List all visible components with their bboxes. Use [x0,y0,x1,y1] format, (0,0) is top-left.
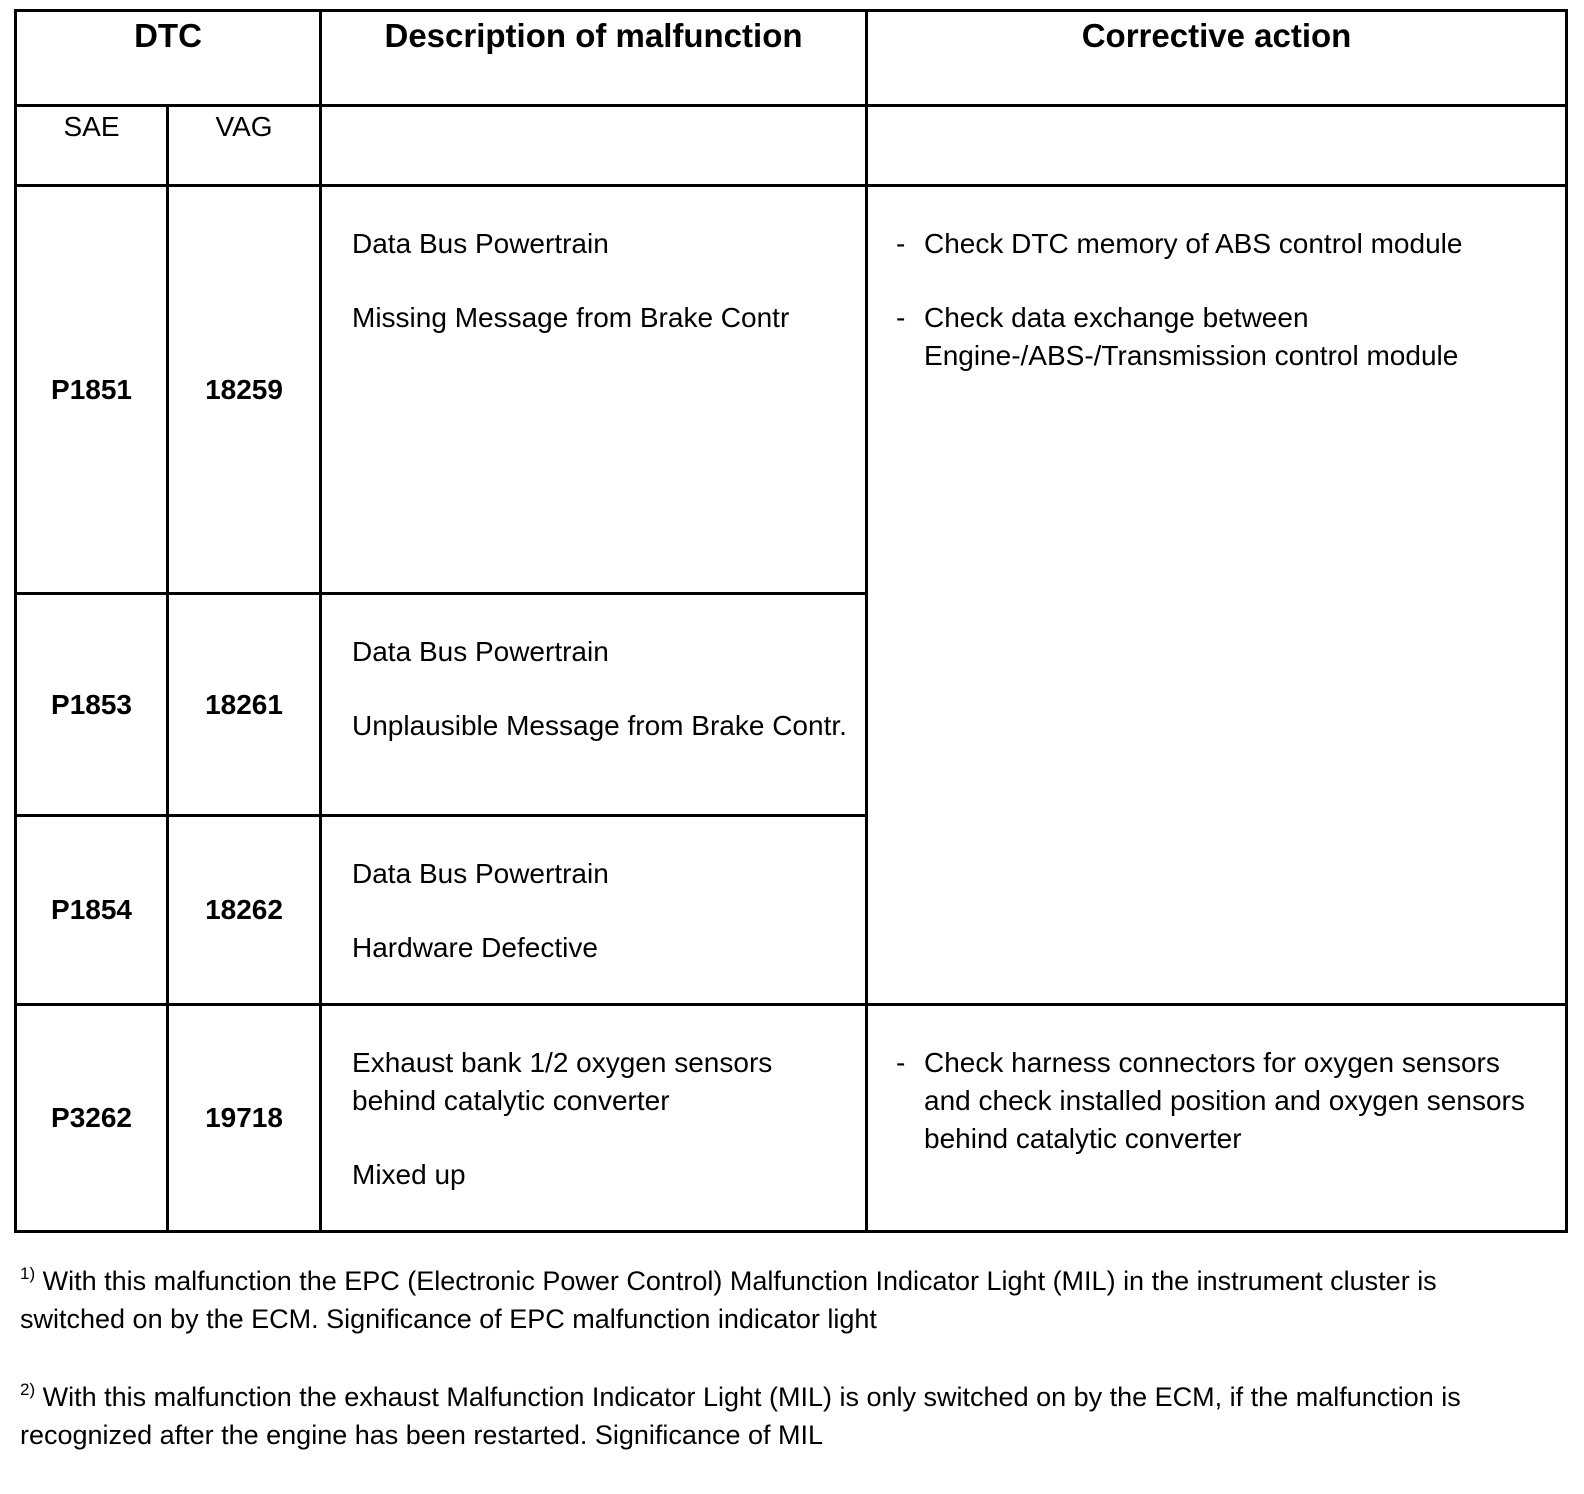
action-item [896,299,1545,375]
description-line: Missing Message from Brake Contr [352,302,790,333]
description-line: Hardware Defective [352,932,598,963]
table-row [16,1005,1567,1232]
footnote [20,1262,1520,1338]
footnote-text: With this malfunction the exhaust Malfunction Indicator Light (MIL) is only switched on by the ECM, if the malfunction is recognized after the engine has been restarted. Significance of MIL [20,1382,1461,1450]
corrective-action [867,1005,1567,1232]
action-text: Check DTC memory of ABS control module [924,228,1463,259]
header-dtc: DTC [16,11,321,106]
dtc-table [14,9,1568,1233]
description-line: Data Bus Powertrain [352,858,609,889]
header-corrective-action: Corrective action [867,11,1567,106]
action-list [896,225,1545,375]
subheader-description-empty [321,106,867,186]
sae-code: P1853 [16,594,168,816]
dash-marker: - [896,228,906,259]
dash-marker: - [896,1047,906,1078]
description-line: Mixed up [352,1159,466,1190]
corrective-action [867,186,1567,1005]
vag-code: 18259 [168,186,321,594]
description-line: Data Bus Powertrain [352,636,609,667]
action-item [896,225,1545,263]
malfunction-description [321,816,867,1005]
vag-code: 18262 [168,816,321,1005]
vag-code: 19718 [168,1005,321,1232]
subheader-row [16,106,1567,186]
sae-code: P1851 [16,186,168,594]
description-line: Data Bus Powertrain [352,228,609,259]
footnote [20,1378,1520,1454]
footnotes [20,1262,1520,1494]
vag-code: 18261 [168,594,321,816]
sae-code: P1854 [16,816,168,1005]
footnote-marker: 2) [20,1380,36,1399]
subheader-vag: VAG [168,106,321,186]
header-description: Description of malfunction [321,11,867,106]
malfunction-description [321,1005,867,1232]
malfunction-description [321,594,867,816]
action-text: Check harness connectors for oxygen sensors and check installed position and oxygen sensors behind catalytic converter [924,1047,1525,1154]
subheader-sae: SAE [16,106,168,186]
action-item [896,1044,1545,1158]
table-row [16,186,1567,594]
action-list [896,1044,1545,1158]
action-text: Check data exchange between Engine-/ABS-/Transmission control module [924,302,1459,371]
footnote-text: With this malfunction the EPC (Electronic Power Control) Malfunction Indicator Light (MIL) in the instrument cluster is switched on by the ECM. Significance of EPC malfunction indicator light [20,1266,1437,1334]
header-row [16,11,1567,106]
description-line: Exhaust bank 1/2 oxygen sensors behind catalytic converter [352,1047,773,1116]
subheader-action-empty [867,106,1567,186]
malfunction-description [321,186,867,594]
footnote-marker: 1) [20,1264,36,1283]
sae-code: P3262 [16,1005,168,1232]
description-line: Unplausible Message from Brake Contr. [352,710,847,741]
dash-marker: - [896,302,906,333]
